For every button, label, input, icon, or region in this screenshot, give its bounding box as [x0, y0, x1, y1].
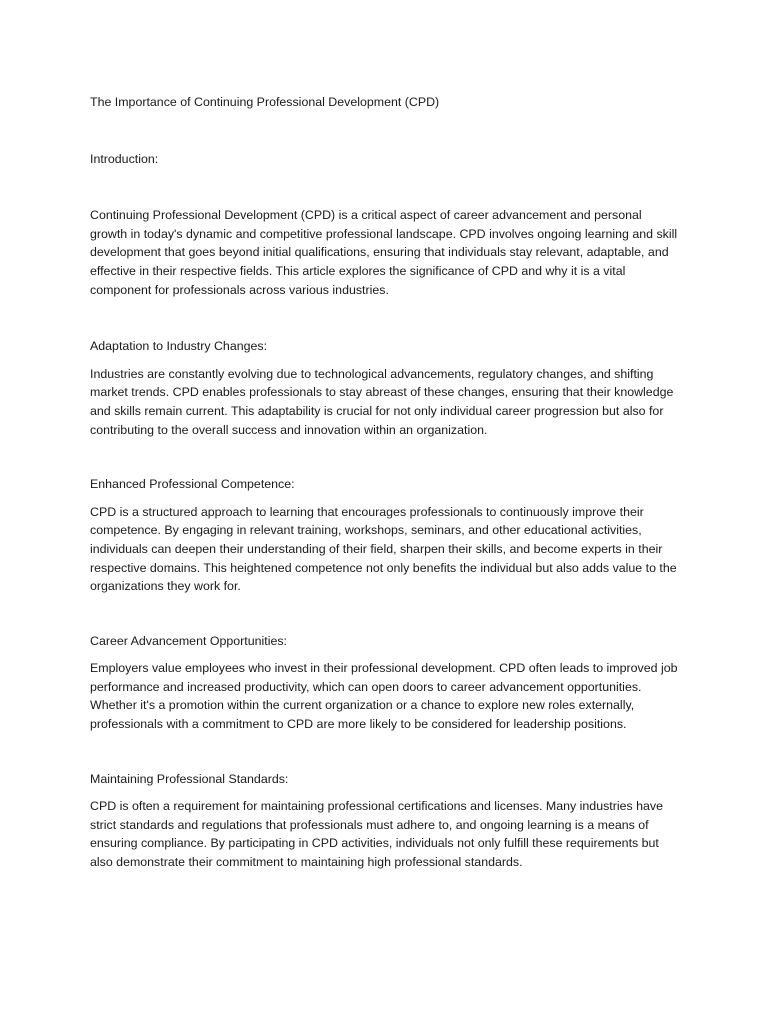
section-heading: Enhanced Professional Competence: [90, 477, 295, 492]
section-heading: Maintaining Professional Standards: [90, 771, 289, 786]
introduction-paragraph: Continuing Professional Development (CPD) is a critical aspect of career advancement and personal growth in today's dynamic and competitive professional landscape. CPD involves ongoing learning and skill development that goes beyond initial qualifications, ensuring that individuals stay relevant, adaptable, and effective in their respective fields. This article explores the significance of CPD and why it is a vital component for professionals across various industries. [90, 208, 678, 297]
document-body [90, 93, 682, 908]
section-standards [90, 770, 682, 872]
section-heading: Adaptation to Industry Changes: [90, 339, 268, 354]
section-paragraph: CPD is a structured approach to learning that encourages professionals to continuously improve their competence. By engaging in relevant training, workshops, seminars, and other educational activities, individuals can deepen their understanding of their field, sharpen their skills, and become experts in their respective domains. This heightened competence not only benefits the individual but also adds value to the organizations they work for. [90, 504, 677, 594]
section-adaptation [90, 337, 682, 439]
section-heading: Career Advancement Opportunities: [90, 633, 287, 648]
document-title: The Importance of Continuing Professional Development (CPD) [90, 95, 440, 109]
section-paragraph: Industries are constantly evolving due to technological advancements, regulatory changes, and shifting market trends. CPD enables professionals to stay abreast of these changes, ensuring that their knowledge and skills remain current. This adaptability is crucial for not only individual career progression but also for contributing to the overall success and innovation within an organization. [90, 366, 674, 437]
section-competence [90, 475, 682, 596]
section-career [90, 632, 682, 734]
section-paragraph: Employers value employees who invest in their professional development. CPD often leads to improved job performance and increased productivity, which can open doors to career advancement opportunities. Whether it's a promotion within the current organization or a chance to explore new roles externally, professionals with a commitment to CPD are more likely to be considered for leadership positions. [90, 661, 678, 732]
introduction-heading: Introduction: [90, 151, 159, 166]
section-paragraph: CPD is often a requirement for maintaining professional certifications and licenses. Many industries have strict standards and regulations that professionals must adhere to, and ongoing learning is a means of ensuring compliance. By participating in CPD activities, individuals not only fulfill these requirements but also demonstrate their commitment to maintaining high professional standards. [90, 799, 664, 870]
